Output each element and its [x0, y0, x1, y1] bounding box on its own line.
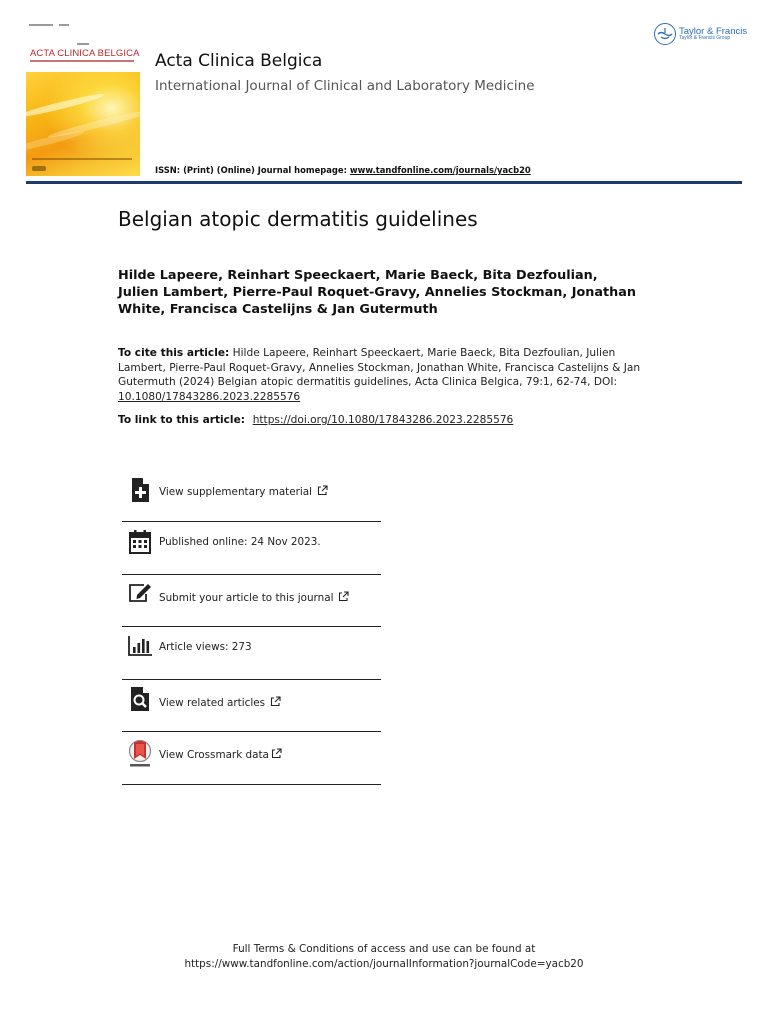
issn-line	[155, 165, 531, 175]
terms-text: Full Terms & Conditions of access and use can be found at	[232, 943, 536, 955]
publisher-tagline: Taylor & Francis Group	[679, 35, 731, 42]
article-link-line	[118, 414, 513, 426]
publisher-name: Taylor & Francis	[679, 25, 748, 37]
article-doi-link[interactable]: https://doi.org/10.1080/17843286.2023.2285576	[252, 414, 514, 426]
terms-footer	[0, 942, 768, 972]
external-link-icon	[317, 485, 328, 496]
bar-chart-icon	[128, 633, 152, 659]
crossmark-row[interactable]	[122, 735, 381, 787]
row-divider	[122, 784, 381, 785]
row-divider	[122, 574, 381, 575]
calendar-icon	[128, 529, 152, 555]
cover-artwork	[26, 72, 140, 176]
file-plus-icon	[128, 477, 152, 503]
publisher-logo[interactable]	[654, 22, 747, 46]
citation-doi-link[interactable]: 10.1080/17843286.2023.2285576	[118, 390, 301, 403]
external-link-icon	[270, 696, 281, 707]
header-divider	[26, 181, 742, 184]
citation-text: Hilde Lapeere, Reinhart Speeckaert, Marie Baeck, Bita Dezfoulian, Julien Lambert, Pierre-Paul Roquet-Gravy, Annelies Stockman, Jonathan White, Francisca Castelijns & Jan Gutermuth (2024) Belgian atopic dermatitis guidelines, Acta Clinica Belgica, 79:1, 62-74, DOI:	[118, 347, 641, 388]
journal-subtitle: International Journal of Clinical and Laboratory Medicine	[155, 78, 535, 94]
journal-title[interactable]: Acta Clinica Belgica	[155, 51, 323, 71]
article-views-row	[122, 630, 381, 682]
related-articles-row[interactable]	[122, 683, 381, 735]
citation-block	[118, 346, 642, 404]
article-authors: Hilde Lapeere, Reinhart Speeckaert, Marie Baeck, Bita Dezfoulian, Julien Lambert, Pierre-Paul Roquet-Gravy, Annelies Stockman, Jonathan White, Francisca Castelijns & Jan Gutermuth	[118, 268, 636, 317]
published-online-row	[122, 525, 381, 577]
citation-label: To cite this article:	[118, 347, 230, 359]
supplementary-material-row[interactable]	[122, 473, 381, 525]
published-online-label: Published online: 24 Nov 2023.	[159, 536, 321, 548]
external-link-icon	[271, 748, 282, 759]
row-divider	[122, 731, 381, 732]
row-divider	[122, 521, 381, 522]
journal-cover-image	[26, 22, 140, 176]
cover-issue-info	[29, 24, 137, 28]
cover-title: ACTA CLINICA BELGICA	[30, 48, 140, 59]
related-articles-label: View related articles	[159, 697, 266, 709]
article-link-label: To link to this article:	[118, 414, 249, 426]
row-divider	[122, 626, 381, 627]
row-divider	[122, 679, 381, 680]
submit-article-row[interactable]	[122, 578, 381, 630]
supplementary-material-label: View supplementary material	[159, 486, 313, 498]
search-document-icon	[128, 686, 152, 712]
cover-publisher-logo	[32, 166, 46, 171]
ship-wave-icon	[654, 23, 676, 45]
journal-homepage-link[interactable]: www.tandfonline.com/journals/yacb20	[349, 165, 531, 175]
submit-article-label: Submit your article to this journal	[159, 592, 334, 604]
article-views-label: Article views: 273	[159, 641, 252, 653]
issn-text: ISSN: (Print) (Online) Journal homepage:	[155, 165, 350, 175]
cover-subtitle-line	[30, 60, 134, 62]
crossmark-icon	[127, 739, 153, 769]
edit-icon	[128, 581, 152, 607]
terms-url[interactable]: https://www.tandfonline.com/action/journalInformation?journalCode=yacb20	[184, 958, 584, 970]
external-link-icon	[338, 591, 349, 602]
article-title: Belgian atopic dermatitis guidelines	[118, 207, 478, 231]
crossmark-label: View Crossmark data	[159, 749, 269, 761]
